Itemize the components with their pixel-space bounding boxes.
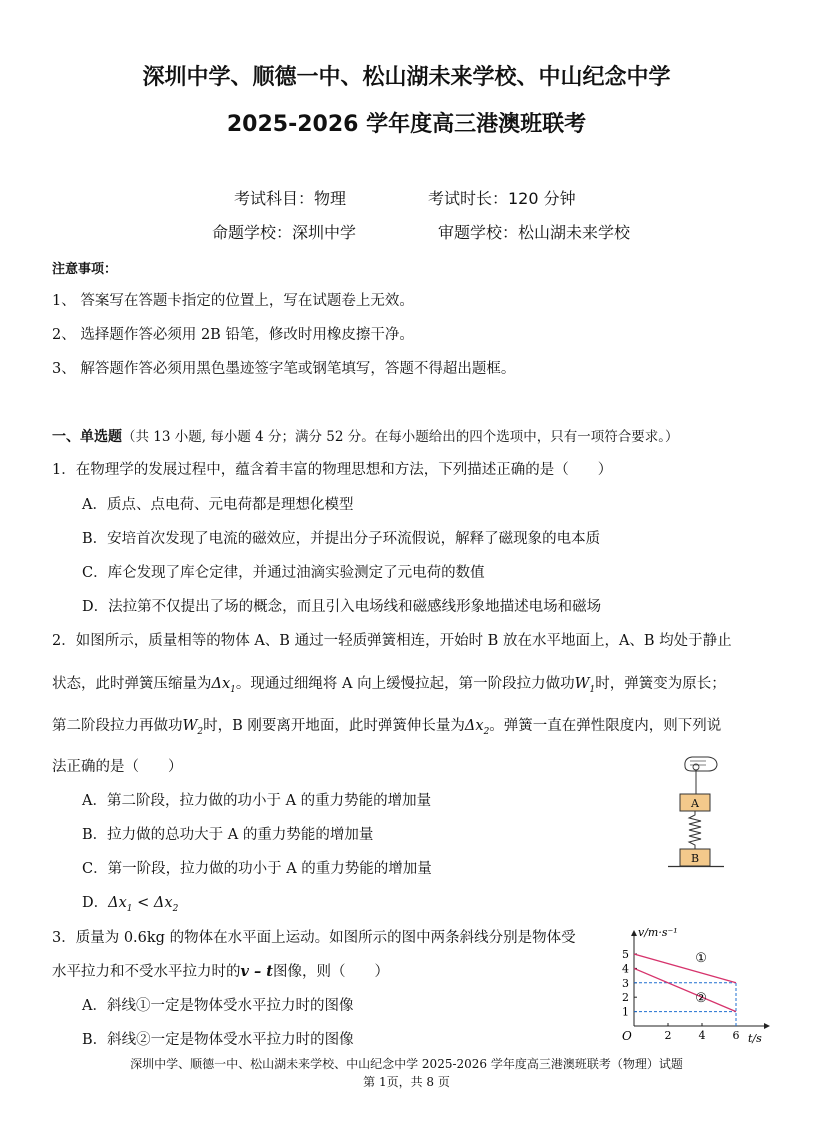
note-item-1: 1、 答案写在答题卡指定的位置上，写在试题卷上无效。 [52,293,414,309]
q1-stem: 1．在物理学的发展过程中，蕴含着丰富的物理思想和方法，下列描述正确的是（ ） [52,462,613,478]
exam-title-line1: 深圳中学、顺德一中、松山湖未来学校、中山纪念中学 [142,65,671,90]
footer-title: 深圳中学、顺德一中、松山湖未来学校、中山纪念中学 2025-2026 学年度高三港澳班联考（物理）试题 [130,1057,683,1071]
vt-symbol: v – t [240,963,273,980]
origin-label: O [622,1029,632,1043]
q1-option-b: B．安培首次发现了电流的磁效应，并提出分子环流假说，解释了磁现象的电本质 [82,531,601,547]
series-line-2 [634,968,736,1011]
q1-option-c: C．库仑发现了库仑定律，并通过油滴实验测定了元电荷的数值 [82,565,485,581]
y-tick-label: 1 [622,1005,629,1019]
q3-option-b: B．斜线②一定是物体受水平拉力时的图像 [82,1032,354,1048]
block-b-label: B [690,852,700,865]
spring [689,811,701,849]
q2-stem-line3 [52,714,721,737]
x-axis-label: t/s [748,1032,762,1045]
delta-x2-symbol: $\Delta x_2$ [464,718,490,737]
q3-text: 水平拉力和不受水平拉力时的 [52,964,241,980]
section1-desc: （共 13 小题, 每小题 4 分；满分 52 分。在每小题给出的四个选项中，只有一项符合要求。） [122,429,679,445]
y-tick-label: 3 [622,976,629,990]
x-tick-label: 6 [732,1029,740,1042]
q1-option-d: D．法拉第不仅提出了场的概念，而且引入电场线和磁感线形象地描述电场和磁场 [82,599,602,615]
exam-subject: 考试科目：物理 [234,189,347,208]
q2-text: 第二阶段拉力再做功 [52,718,183,734]
page-number: 第 1页，共 8 页 [363,1075,450,1089]
y-tick-label: 4 [622,962,629,976]
x-tick-label: 4 [698,1029,706,1042]
delta-x1-symbol: $\Delta x_1$ [108,895,133,914]
q2-option-b: B．拉力做的总功大于 A 的重力势能的增加量 [82,827,374,843]
q2-stem-line4: 法正确的是（ ） [52,759,183,775]
note-item-2: 2、 选择题作答必须用 2B 铅笔，修改时用橡皮擦干净。 [52,327,414,343]
q3-vt-chart [612,922,782,1046]
y-axis-arrow-icon [631,930,637,936]
q2-text: 时，B 刚要离开地面，此时弹簧伸长量为 [203,718,465,734]
y-tick-label: 2 [622,991,629,1005]
section1-heading: 一、单选题 [52,429,122,445]
series-label-2: ② [695,991,707,1007]
section1-heading-row [52,425,679,446]
x-axis-arrow-icon [764,1023,770,1029]
q3-option-a: A．斜线①一定是物体受水平拉力时的图像 [82,998,354,1014]
note-item-3: 3、 解答题作答必须用黑色墨迹签字笔或钢笔填写，答题不得超出题框。 [52,361,516,377]
series-label-1: ① [695,950,707,966]
exam-title-line2: 2025-2026 学年度高三港澳班联考 [226,112,587,137]
q2-stem-line1: 2．如图所示，质量相等的物体 A、B 通过一轻质弹簧相连，开始时 B 放在水平地面上，A、B 均处于静止 [52,633,732,649]
y-axis-label: v/m·s⁻¹ [638,926,678,939]
q2-text: 。弹簧一直在弹性限度内，则下列说 [489,718,722,734]
q3-stem-line1: 3．质量为 0.6kg 的物体在水平面上运动。如图所示的图中两条斜线分别是物体受 [52,930,576,946]
q2-option-a: A．第二阶段，拉力做的功小于 A 的重力势能的增加量 [82,793,432,809]
y-tick-label: 5 [622,948,629,961]
x-tick-label: 2 [664,1029,672,1042]
hand-icon [685,757,717,771]
exam-setter: 命题学校：深圳中学 [212,223,357,242]
q2-text: 。现通过细绳将 A 向上缓慢拉起，第一阶段拉力做功 [235,676,575,692]
exam-reviewer: 审题学校：松山湖未来学校 [438,223,631,242]
delta-x2-symbol: $\Delta x_2$ [153,895,179,914]
block-a-label: A [691,797,699,810]
series-line-1 [634,954,736,983]
q2-text: 状态，此时弹簧压缩量为 [52,676,212,692]
notes-heading: 注意事项： [52,262,118,277]
q2-spring-figure [660,752,740,874]
q2-option-d: D．$\Delta x_1 < \Delta x_2$ [82,895,179,914]
exam-duration: 考试时长：120 分钟 [428,189,576,208]
delta-x1-symbol: $\Delta x_1$ [211,676,236,695]
q3-stem-line2 [52,960,389,981]
q1-option-a: A．质点、点电荷、元电荷都是理想化模型 [82,497,354,513]
q2-text: 时，弹簧变为原长； [595,676,726,692]
w1-symbol: $W_1$ [574,676,596,695]
q3-text: 图像，则（ ） [272,964,389,980]
q2-stem-line2 [52,672,726,695]
q2-option-c: C．第一阶段，拉力做的功小于 A 的重力势能的增加量 [82,861,432,877]
w2-symbol: $W_2$ [182,718,204,737]
